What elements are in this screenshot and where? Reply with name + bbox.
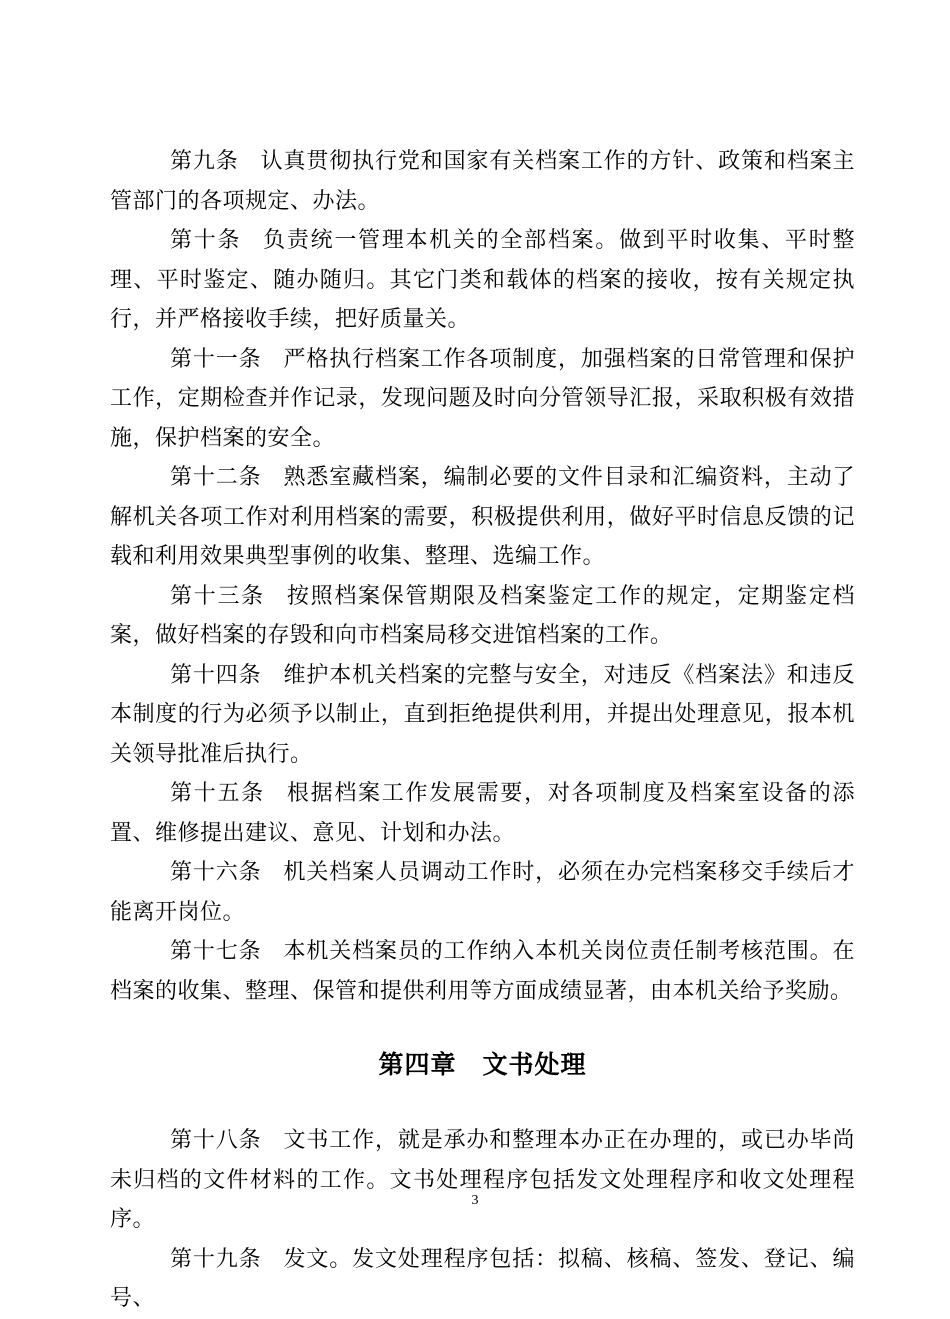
article-label: 第十三条 xyxy=(170,583,265,609)
article-text: 按照档案保管期限及档案鉴定工作的规定，定期鉴定档案，做好档案的存毁和向市档案局移交进馆档案的工作。 xyxy=(110,583,855,648)
article-text: 根据档案工作发展需要，对各项制度及档案室设备的添置、维修提出建议、意见、计划和办法。 xyxy=(110,781,855,846)
article-11 xyxy=(110,340,855,459)
article-label: 第十七条 xyxy=(170,939,262,964)
page-number: 3 xyxy=(471,1193,479,1208)
article-text: 认真贯彻执行党和国家有关档案工作的方针、政策和档案主管部门的各项规定、办法。 xyxy=(110,149,855,214)
article-19 xyxy=(110,1240,855,1319)
article-12 xyxy=(110,458,855,577)
article-9 xyxy=(110,142,855,221)
article-label: 第十四条 xyxy=(170,662,262,688)
article-text: 文书工作，就是承办和整理本办正在办理的，或已办毕尚未归档的文件材料的工作。文书处理程序包括发文处理程序和收文处理程序。 xyxy=(110,1128,855,1232)
article-label: 第十九条 xyxy=(170,1246,262,1272)
article-14 xyxy=(110,656,855,775)
article-text: 严格执行档案工作各项制度，加强档案的日常管理和保护工作，定期检查并作记录，发现问题及时向分管领导汇报，采取积极有效措施，保护档案的安全。 xyxy=(110,346,855,451)
article-17 xyxy=(110,932,855,1011)
article-label: 第十八条 xyxy=(170,1128,262,1153)
article-label: 第十二条 xyxy=(170,465,262,490)
article-text: 维护本机关档案的完整与安全，对违反《档案法》和违反本制度的行为必须予以制止，直到拒绝提供利用，并提出处理意见，报本机关领导批准后执行。 xyxy=(110,662,855,767)
article-text: 本机关档案员的工作纳入本机关岗位责任制考核范围。在档案的收集、整理、保管和提供利用等方面成绩显著，由本机关给予奖励。 xyxy=(110,939,855,1004)
article-13 xyxy=(110,577,855,656)
article-15 xyxy=(110,774,855,853)
article-text: 发文。发文处理程序包括：拟稿、核稿、签发、登记、编号、 xyxy=(110,1246,855,1311)
document-body xyxy=(110,142,855,1319)
article-text: 负责统一管理本机关的全部档案。做到平时收集、平时整理、平时鉴定、随办随归。其它门类和载体的档案的接收，按有关规定执行，并严格接收手续，把好质量关。 xyxy=(110,228,855,332)
article-label: 第十六条 xyxy=(170,860,262,885)
article-10 xyxy=(110,221,855,340)
article-label: 第十五条 xyxy=(170,781,265,806)
article-text: 熟悉室藏档案，编制必要的文件目录和汇编资料，主动了解机关各项工作对利用档案的需要，积极提供利用，做好平时信息反馈的记载和利用效果典型事例的收集、整理、选编工作。 xyxy=(110,465,855,569)
article-18 xyxy=(110,1121,855,1240)
article-label: 第十条 xyxy=(170,228,242,253)
article-label: 第十一条 xyxy=(170,346,262,372)
chapter-heading: 第四章 文书处理 xyxy=(378,1050,587,1079)
article-label: 第九条 xyxy=(170,149,239,174)
article-16 xyxy=(110,853,855,932)
article-text: 机关档案人员调动工作时，必须在办完档案移交手续后才能离开岗位。 xyxy=(110,860,855,925)
